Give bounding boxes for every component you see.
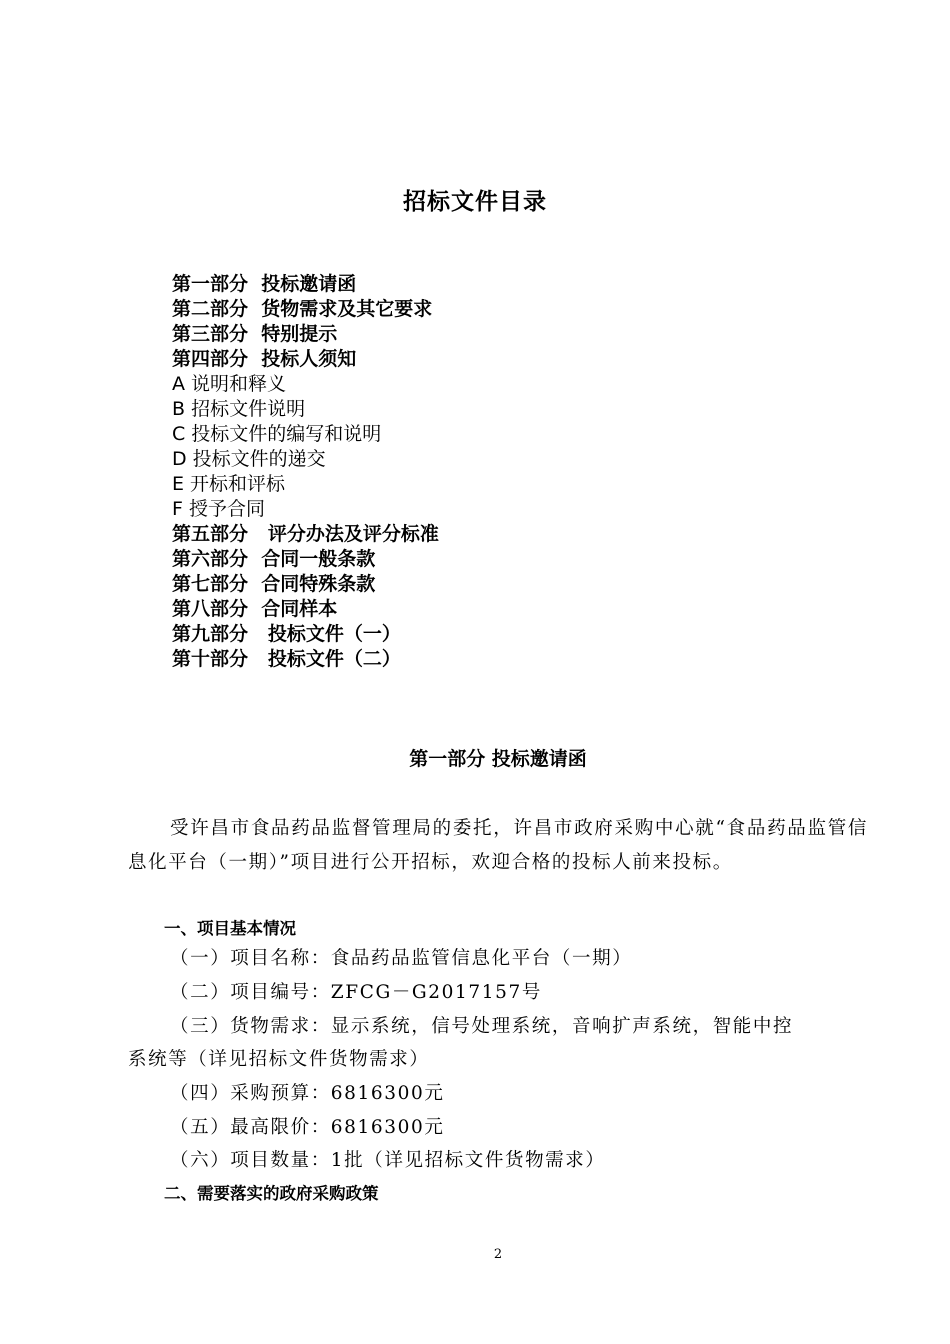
project-number: （二）项目编号：ZFCG－G2017157号: [170, 982, 542, 1003]
toc-item: 第八部分 合同样本: [172, 598, 338, 620]
toc-item: E 开标和评标: [172, 473, 286, 495]
toc-item: 第五部分 评分办法及评分标准: [172, 523, 439, 545]
toc-item: F 授予合同: [172, 498, 265, 520]
goods-requirement-line2: 系统等（详见招标文件货物需求）: [128, 1049, 430, 1070]
heading-project-info: 一、项目基本情况: [164, 919, 296, 938]
toc-item: B 招标文件说明: [172, 398, 306, 420]
toc-item: 第一部分 投标邀请函: [172, 273, 357, 295]
toc-item: D 投标文件的递交: [172, 448, 326, 470]
table-of-contents: [172, 272, 792, 672]
toc-item: A 说明和释义: [172, 373, 287, 395]
toc-item: 第四部分 投标人须知: [172, 348, 357, 370]
heading-procurement-policy: 二、需要落实的政府采购政策: [164, 1184, 379, 1203]
toc-item: C 投标文件的编写和说明: [172, 423, 382, 445]
project-quantity: （六）项目数量：1批（详见招标文件货物需求）: [170, 1150, 606, 1171]
max-price: （五）最高限价：6816300元: [170, 1117, 445, 1138]
document-title: 招标文件目录: [403, 189, 547, 215]
toc-item: 第三部分 特别提示: [172, 323, 338, 345]
intro-paragraph: 受许昌市食品药品监督管理局的委托，许昌市政府采购中心就“食品药品监管信息化平台（一期）”项目进行公开招标，欢迎合格的投标人前来投标。: [128, 818, 868, 873]
toc-item: 第七部分 合同特殊条款: [172, 573, 376, 595]
toc-item: 第十部分 投标文件（二）: [172, 648, 401, 670]
page-number: 2: [493, 1247, 503, 1262]
project-name: （一）项目名称：食品药品监管信息化平台（一期）: [170, 948, 633, 969]
toc-item: 第九部分 投标文件（一）: [172, 623, 401, 645]
section-title: 第一部分 投标邀请函: [409, 748, 587, 770]
toc-item: 第六部分 合同一般条款: [172, 548, 376, 570]
procurement-budget: （四）采购预算：6816300元: [170, 1083, 445, 1104]
goods-requirement-line1: （三）货物需求：显示系统，信号处理系统，音响扩声系统，智能中控: [170, 1016, 794, 1037]
toc-item: 第二部分 货物需求及其它要求: [172, 298, 433, 320]
